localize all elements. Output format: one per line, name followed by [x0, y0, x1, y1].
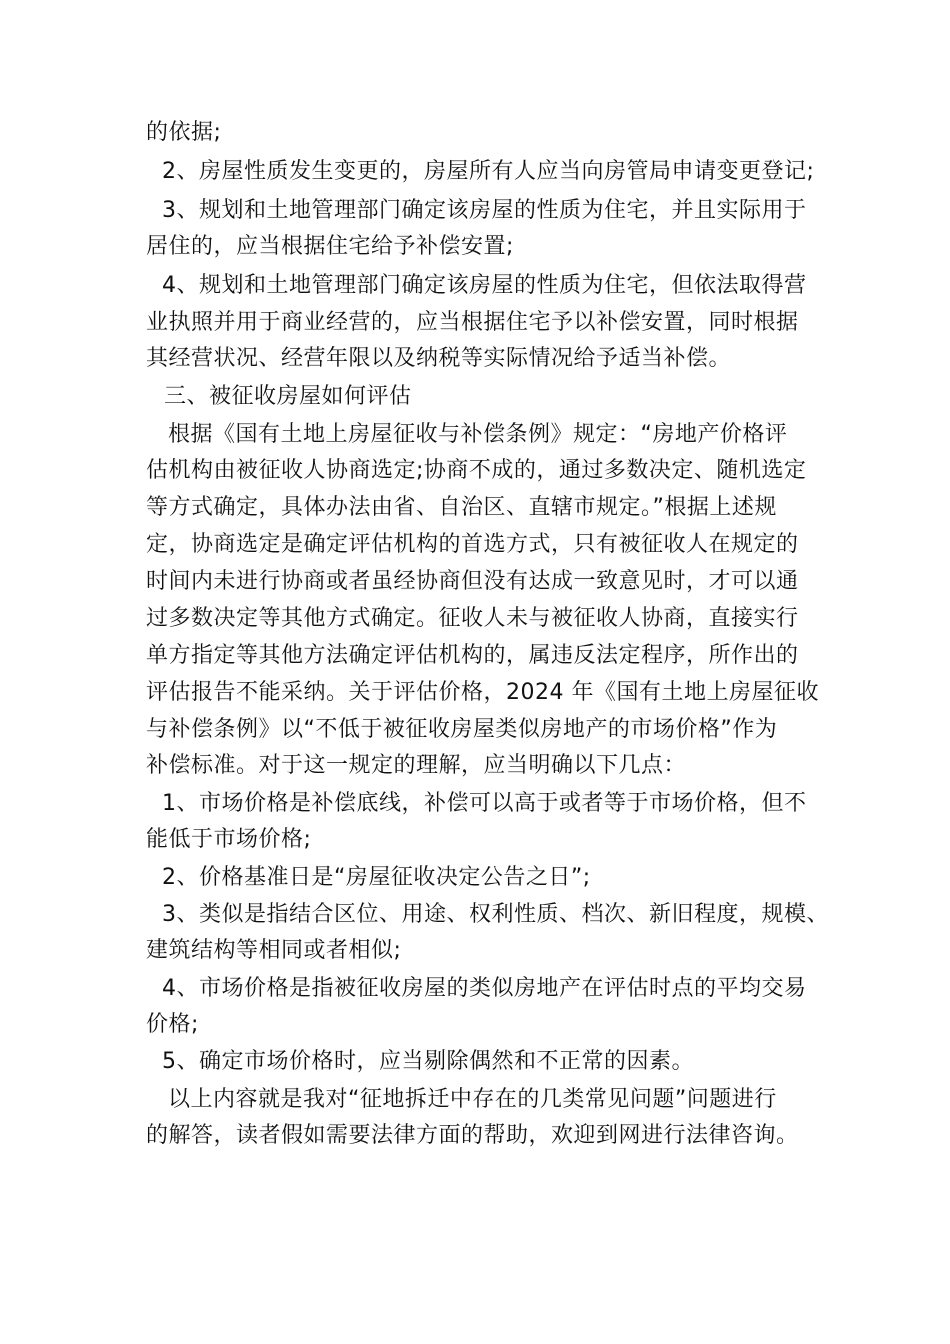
text-line: 的依据;	[146, 120, 222, 145]
text-line: 过多数决定等其他方式确定。征收人未与被征收人协商，直接实行	[146, 606, 799, 631]
text-line: 业执照并用于商业经营的，应当根据住宅予以补偿安置，同时根据	[146, 310, 799, 335]
text-line: 的解答，读者假如需要法律方面的帮助，欢迎到网进行法律咨询。	[146, 1123, 799, 1148]
text-line: 等方式确定，具体办法由省、自治区、直辖市规定。”根据上述规	[146, 495, 777, 520]
text-line: 与补偿条例》以“不低于被征收房屋类似房地产的市场价格”作为	[146, 717, 778, 742]
text-line: 建筑结构等相同或者相似;	[146, 938, 402, 963]
text-line: 根据《国有土地上房屋征收与补偿条例》规定：“房地产价格评	[168, 422, 788, 447]
text-line: 其经营状况、经营年限以及纳税等实际情况给予适当补偿。	[146, 346, 732, 371]
text-line: 1、市场价格是补偿底线，补偿可以高于或者等于市场价格，但不	[162, 791, 807, 816]
text-line: 3、规划和土地管理部门确定该房屋的性质为住宅，并且实际用于	[162, 198, 807, 223]
text-line: 居住的，应当根据住宅给予补偿安置;	[146, 234, 514, 259]
text-line: 单方指定等其他方法确定评估机构的，属违反法定程序，所作出的	[146, 643, 799, 668]
text-line: 2、房屋性质发生变更的，房屋所有人应当向房管局申请变更登记;	[162, 159, 815, 184]
text-line: 3、类似是指结合区位、用途、权利性质、档次、新旧程度，规模、	[162, 902, 829, 927]
text-line: 价格;	[146, 1012, 199, 1037]
text-line: 定，协商选定是确定评估机构的首选方式，只有被征收人在规定的	[146, 532, 799, 557]
text-line: 4、规划和土地管理部门确定该房屋的性质为住宅，但依法取得营	[162, 273, 807, 298]
text-line: 2、价格基准日是“房屋征收决定公告之日”;	[162, 865, 591, 890]
text-line: 时间内未进行协商或者虽经协商但没有达成一致意见时，才可以通	[146, 569, 799, 594]
text-line: 补偿标准。对于这一规定的理解，应当明确以下几点：	[146, 753, 687, 778]
text-line: 4、市场价格是指被征收房屋的类似房地产在评估时点的平均交易	[162, 976, 807, 1001]
text-line: 估机构由被征收人协商选定;协商不成的，通过多数决定、随机选定	[146, 458, 807, 483]
section-heading: 三、被征收房屋如何评估	[164, 384, 412, 409]
text-line: 评估报告不能采纳。关于评估价格，2024 年《国有土地上房屋征收	[146, 680, 819, 705]
text-line: 以上内容就是我对“征地拆迁中存在的几类常见问题”问题进行	[168, 1087, 777, 1112]
text-line: 5、确定市场价格时，应当剔除偶然和不正常的因素。	[162, 1049, 694, 1074]
text-line: 能低于市场价格;	[146, 827, 312, 852]
